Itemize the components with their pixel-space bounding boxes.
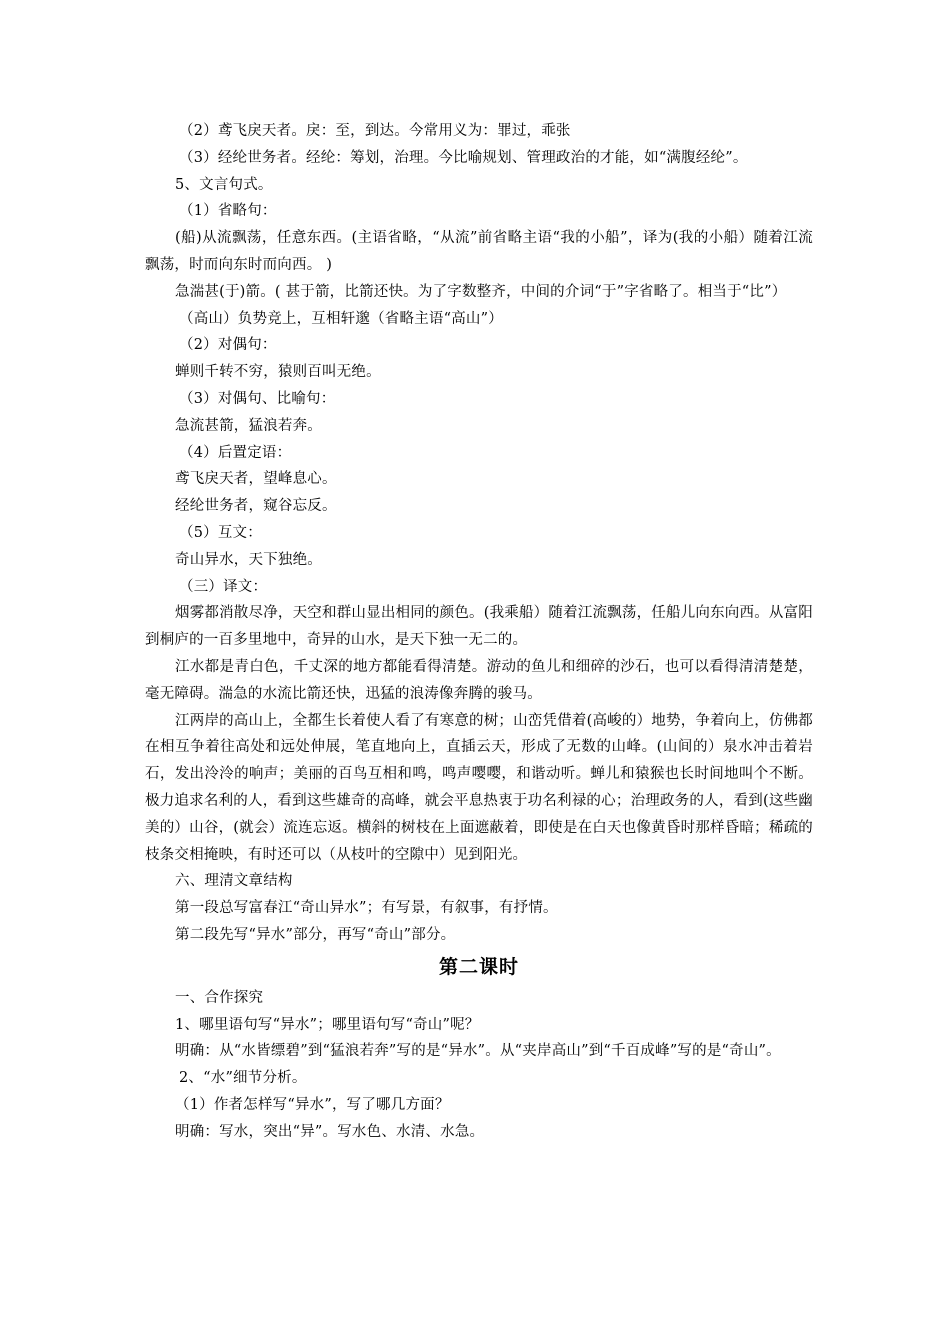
section-heading-structure: 六、理清文章结构	[175, 873, 293, 890]
subheading-parallelism-metaphor: （3）对偶句、比喻句：	[179, 390, 336, 407]
question-2-1: （1）作者怎样写“异水”，写了哪几方面？	[175, 1096, 450, 1113]
paragraph-translation-1: 烟雾都消散尽净，天空和群山显出相同的颜色。(我乘船）随着江流飘荡，任船儿向东向西。从富阳到桐庐的一百多里地中，奇异的山水，是天下独一无二的。	[145, 605, 813, 649]
paragraph-postpositive-example-2: 经纶世务者，窥谷忘反。	[175, 498, 337, 515]
paragraph-structure-2: 第二段先写“异水”部分，再写“奇山”部分。	[175, 926, 456, 943]
paragraph-translation-2: 江水都是青白色，千丈深的地方都能看得清楚。游动的鱼儿和细碎的沙石，也可以看得清清楚楚，毫无障碍。湍急的水流比箭还快，迅猛的浪涛像奔腾的骏马。	[145, 658, 813, 702]
paragraph-parallelism-metaphor-example: 急流甚箭，猛浪若奔。	[175, 417, 322, 434]
section-heading-sentence-patterns: 5、文言句式。	[175, 176, 273, 193]
paragraph-ellipsis-example-2: 急湍甚(于)箭。( 甚于箭，比箭还快。为了字数整齐，中间的介词“于”字省略了。相当于“比”）	[175, 283, 787, 300]
paragraph-structure-1: 第一段总写富春江“奇山异水”；有写景，有叙事，有抒情。	[175, 900, 558, 917]
subheading-intertextuality: （5）互文：	[179, 524, 262, 541]
subheading-parallelism: （2）对偶句：	[179, 337, 277, 354]
question-1: 1、哪里语句写“异水”；哪里语句写“奇山”呢？	[175, 1016, 480, 1033]
answer-1: 明确：从“水皆缥碧”到“猛浪若奔”写的是“异水”。从“夹岸高山”到“千百成峰”写的是“奇山”。	[175, 1043, 781, 1060]
paragraph-li-definition: （2）鸢飞戾天者。戾：至，到达。今常用义为：罪过，乖张	[179, 123, 571, 139]
subheading-ellipsis: （1）省略句：	[179, 203, 277, 220]
document-page	[145, 118, 813, 1145]
paragraph-ellipsis-example-3: （高山）负势竞上，互相轩邈（省略主语“高山”）	[179, 310, 503, 327]
paragraph-postpositive-example-1: 鸢飞戾天者，望峰息心。	[175, 471, 337, 488]
subheading-postpositive-attribute: （4）后置定语：	[179, 444, 292, 461]
question-2: 2、“水”细节分析。	[179, 1070, 307, 1087]
paragraph-ellipsis-example-1: (船)从流飘荡，任意东西。(主语省略，“从流”前省略主语“我的小船”，译为(我的小船）随着江流飘荡，时而向东时而向西。 )	[145, 230, 813, 273]
paragraph-parallelism-example: 蝉则千转不穷，猿则百叫无绝。	[175, 364, 381, 381]
paragraph-translation-3: 江两岸的高山上，全都生长着使人看了有寒意的树；山峦凭借着(高峻的）地势，争着向上，仿佛都在相互争着往高处和远处伸展，笔直地向上，直插云天，形成了无数的山峰。(山间的）泉水冲击着岩石，发出泠泠的响声；美丽的百鸟互相和鸣，鸣声嘤嘤，和谐动听。蝉儿和猿猴也长时间地叫个不断。极力追求名利的人，看到这些雄奇的高峰，就会平息热衷于功名利禄的心；治理政务的人，看到(这些幽美的）山谷，(就会）流连忘返。横斜的树枝在上面遮蔽着，即使是在白天也像黄昏时那样昏暗；稀疏的枝条交相掩映，有时还可以（从枝叶的空隙中）见到阳光。	[145, 712, 813, 863]
answer-2-1: 明确：写水，突出“异”。写水色、水清、水急。	[175, 1123, 485, 1140]
subheading-translation: （三）译文：	[179, 578, 268, 595]
lesson-heading: 第二课时	[438, 955, 519, 978]
paragraph-jinglun-definition: （3）经纶世务者。经纶：筹划，治理。今比喻规划、管理政治的才能，如“满腹经纶”。	[179, 149, 748, 166]
section-heading-cooperative-inquiry: 一、合作探究	[175, 989, 264, 1006]
paragraph-intertextuality-example: 奇山异水，天下独绝。	[175, 551, 322, 568]
